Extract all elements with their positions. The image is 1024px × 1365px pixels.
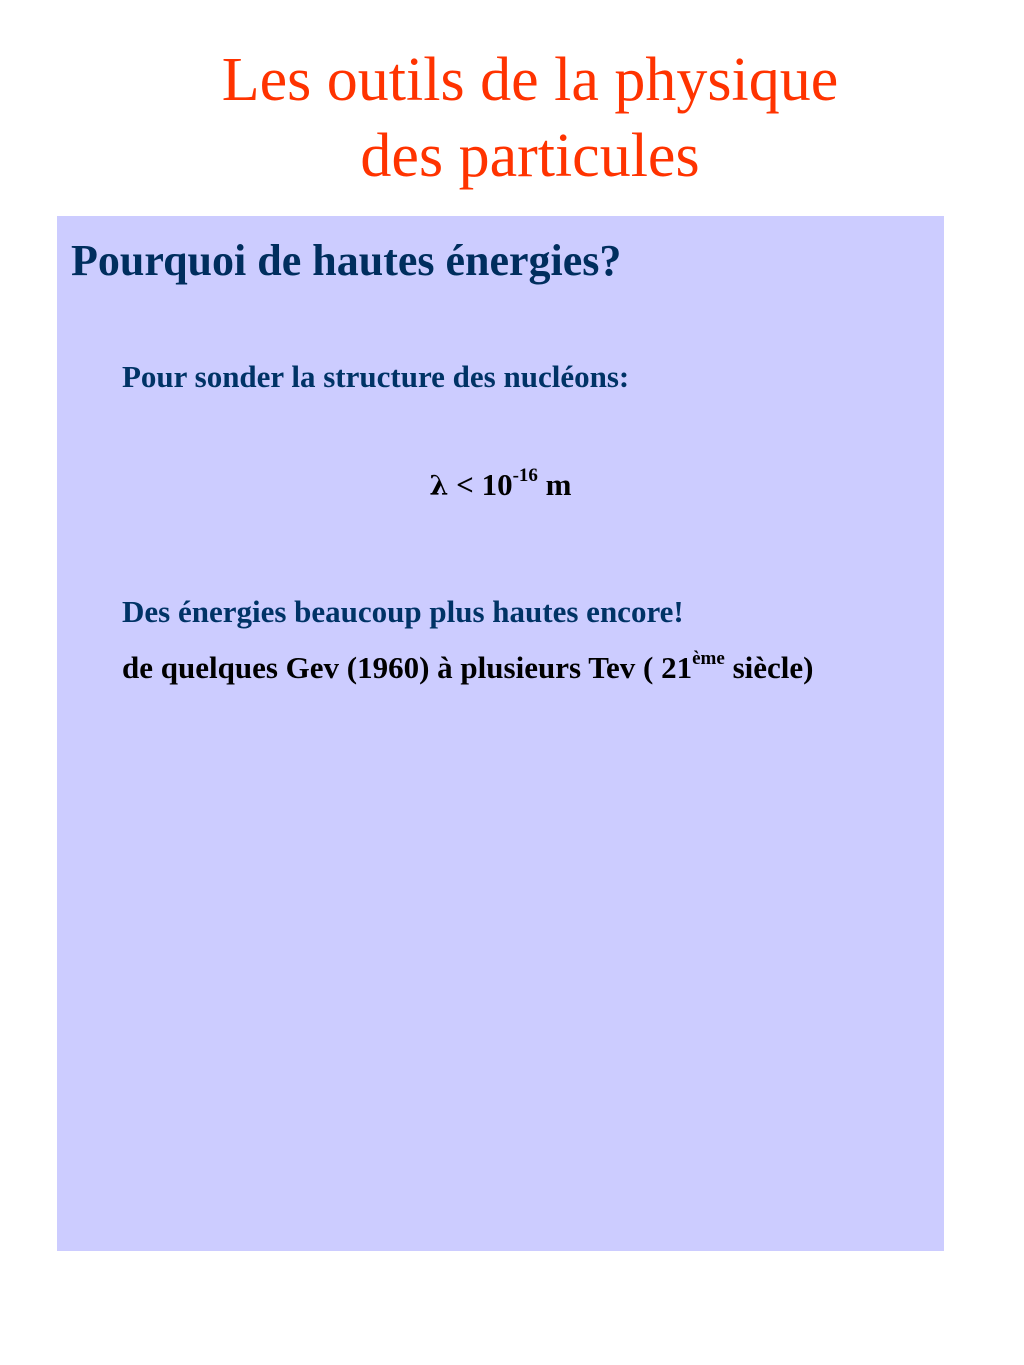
formula-unit: m (537, 467, 572, 502)
detail-text-after: siècle) (724, 650, 814, 685)
slide-title-line-2: des particules (360, 122, 700, 190)
point-nucleon-structure: Pour sonder la structure des nucléons: (122, 359, 630, 394)
slide-title (0, 42, 1024, 194)
formula-relation: < 10 (448, 467, 513, 502)
lambda-symbol: λ (429, 471, 449, 502)
point-higher-energies: Des énergies beaucoup plus hautes encore! (122, 594, 684, 629)
formula-exponent: -16 (512, 464, 538, 486)
energy-range-detail (122, 647, 912, 686)
section-heading: Pourquoi de hautes énergies? (71, 236, 622, 285)
detail-superscript: ème (692, 647, 725, 669)
wavelength-formula (57, 466, 944, 506)
content-box (57, 216, 944, 1251)
detail-text-before: de quelques Gev (1960) à plusieurs Tev ( 21 (122, 650, 693, 685)
slide-title-line-1: Les outils de la physique (221, 46, 839, 114)
